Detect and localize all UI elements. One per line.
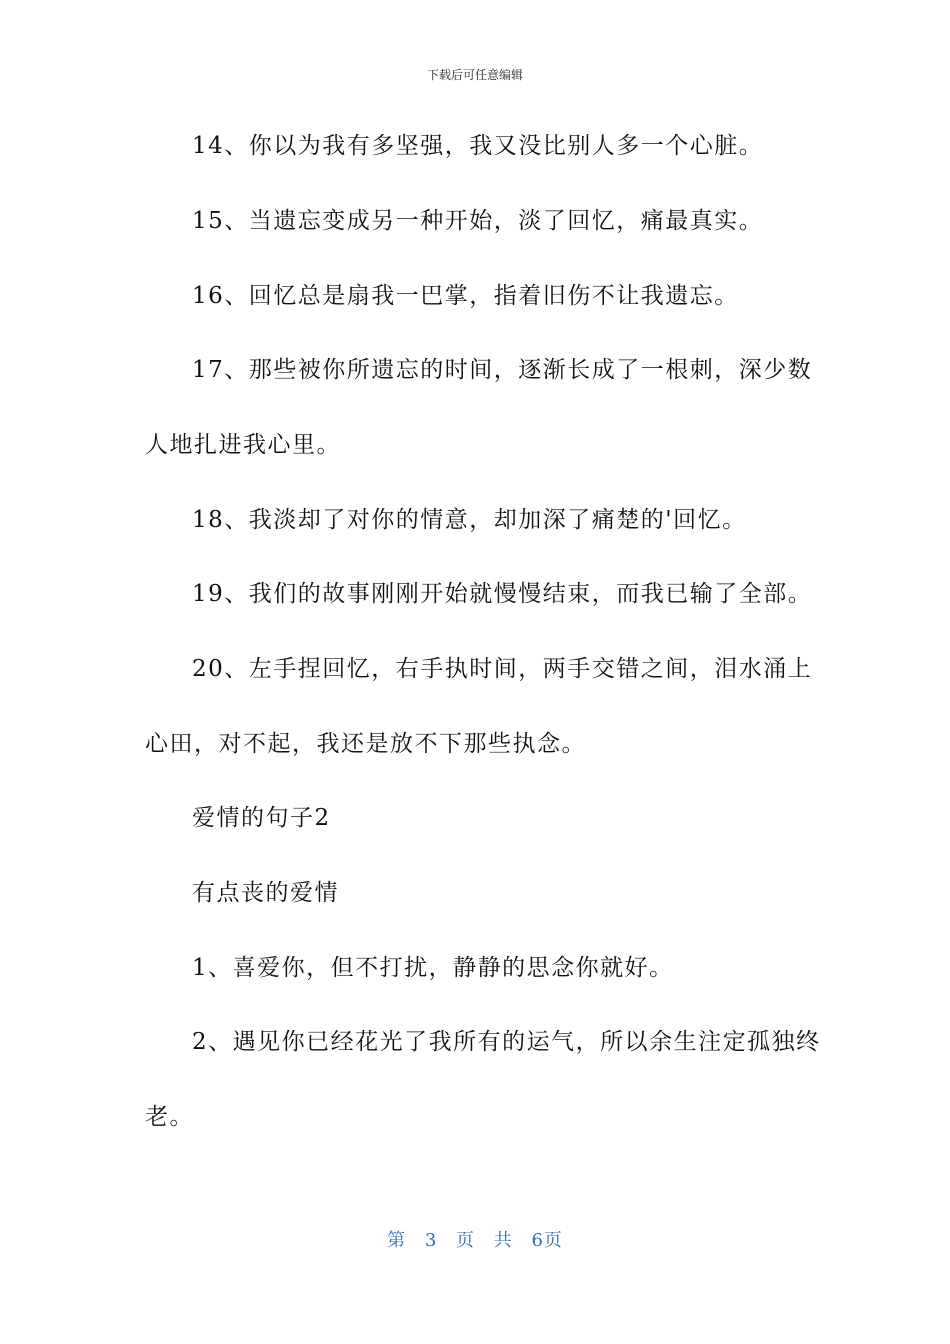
text-line: 人地扎进我心里。 — [145, 432, 341, 458]
page-header-note: 下载后可任意编辑 — [426, 68, 523, 82]
text-line: 心田，对不起，我还是放不下那些执念。 — [145, 731, 586, 757]
text-line: 15、当遗忘变成另一种开始，淡了回忆，痛最真实。 — [192, 208, 764, 234]
text-line: 20、左手捏回忆，右手执时间，两手交错之间，泪水涌上 — [192, 656, 813, 682]
footer-current-page: 3 — [424, 1230, 438, 1251]
text-line: 18、我淡却了对你的情意，却加深了痛楚的'回忆。 — [192, 507, 747, 533]
text-line: 17、那些被你所遗忘的时间，逐渐长成了一根刺，深少数 — [192, 357, 813, 383]
footer-label-ye: 页 — [456, 1230, 475, 1251]
text-line: 1、喜爱你，但不打扰，静静的思念你就好。 — [192, 955, 674, 981]
section-subheading: 有点丧的爱情 — [192, 880, 339, 906]
text-line: 19、我们的故事刚刚开始就慢慢结束，而我已输了全部。 — [192, 581, 813, 607]
page-footer — [0, 1226, 950, 1252]
text-line: 2、遇见你已经花光了我所有的运气，所以余生注定孤独终 — [192, 1029, 821, 1055]
text-line: 老。 — [145, 1104, 194, 1130]
text-line: 14、你以为我有多坚强，我又没比别人多一个心脏。 — [192, 133, 764, 159]
footer-label-gong: 共 — [493, 1230, 513, 1251]
section-heading: 爱情的句子2 — [192, 805, 331, 831]
footer-total-pages: 6页 — [531, 1230, 563, 1251]
footer-label-di: 第 — [387, 1230, 407, 1251]
text-line: 16、回忆总是扇我一巴掌，指着旧伤不让我遗忘。 — [192, 283, 739, 309]
